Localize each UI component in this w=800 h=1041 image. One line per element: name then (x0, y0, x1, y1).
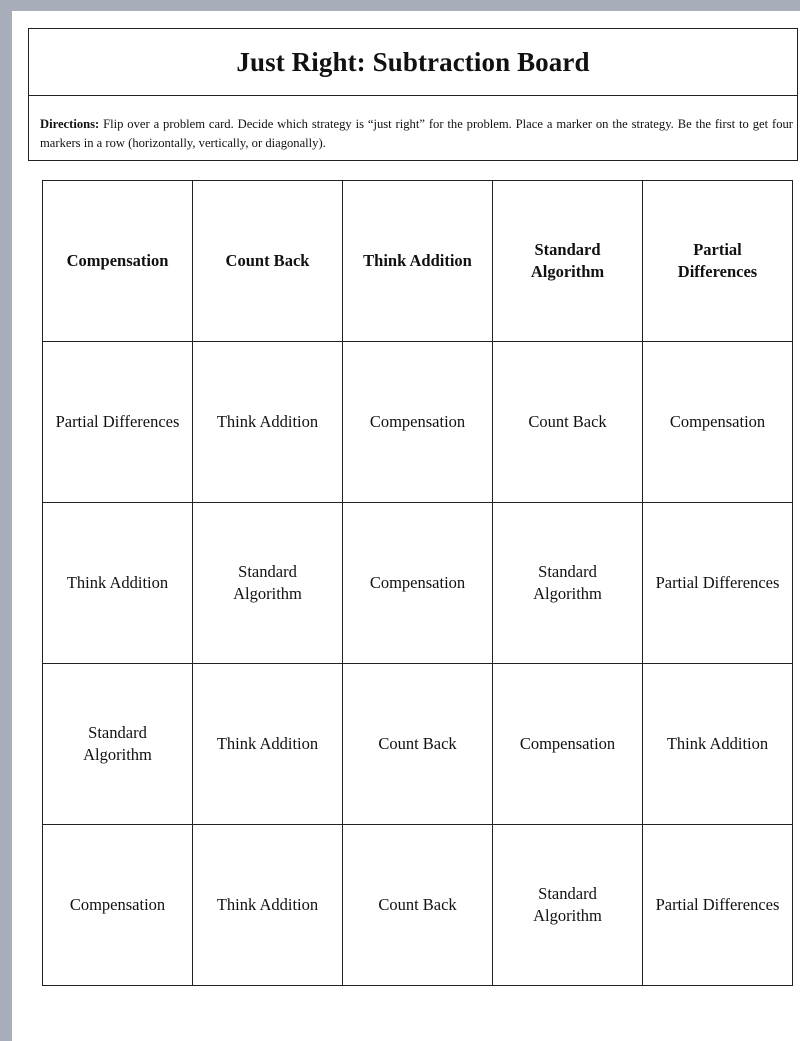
header-box (28, 28, 798, 161)
board-cell[interactable]: Think Addition (43, 503, 193, 664)
directions-label: Directions: (40, 117, 100, 131)
board-cell[interactable]: Compensation (343, 503, 493, 664)
board-cell[interactable]: Partial Differences (643, 503, 793, 664)
worksheet-page (12, 11, 800, 1041)
header-cell: Count Back (193, 181, 343, 342)
board-cell[interactable]: Count Back (343, 825, 493, 986)
header-cell: Standard Algorithm (493, 181, 643, 342)
board-cell[interactable]: Think Addition (643, 664, 793, 825)
board-cell[interactable]: Standard Algorithm (193, 503, 343, 664)
board-cell[interactable]: Count Back (493, 342, 643, 503)
board-cell[interactable]: Count Back (343, 664, 493, 825)
board-row (43, 825, 793, 986)
header-cell: Think Addition (343, 181, 493, 342)
board-cell[interactable]: Standard Algorithm (493, 503, 643, 664)
board-cell[interactable]: Partial Differences (43, 342, 193, 503)
board-row (43, 664, 793, 825)
board-cell[interactable]: Think Addition (193, 825, 343, 986)
directions-text (29, 96, 797, 153)
board-cell[interactable]: Standard Algorithm (493, 825, 643, 986)
board-cell[interactable]: Compensation (43, 825, 193, 986)
directions-body: Flip over a problem card. Decide which strategy is “just right” for the problem. Place a marker on the strategy. Be the first to get four markers in a row (horizontally, vertically, or diagonally). (40, 117, 793, 150)
board-cell[interactable]: Think Addition (193, 342, 343, 503)
header-cell: Partial Differences (643, 181, 793, 342)
board-row (43, 342, 793, 503)
board-row (43, 503, 793, 664)
subtraction-board (42, 180, 793, 986)
header-cell: Compensation (43, 181, 193, 342)
board-cell[interactable]: Standard Algorithm (43, 664, 193, 825)
board-cell[interactable]: Compensation (643, 342, 793, 503)
page-title: Just Right: Subtraction Board (236, 46, 590, 77)
board-header-row (43, 181, 793, 342)
board-cell[interactable]: Compensation (343, 342, 493, 503)
board-cell[interactable]: Partial Differences (643, 825, 793, 986)
board-cell[interactable]: Think Addition (193, 664, 343, 825)
board-cell[interactable]: Compensation (493, 664, 643, 825)
title-row (29, 29, 797, 96)
